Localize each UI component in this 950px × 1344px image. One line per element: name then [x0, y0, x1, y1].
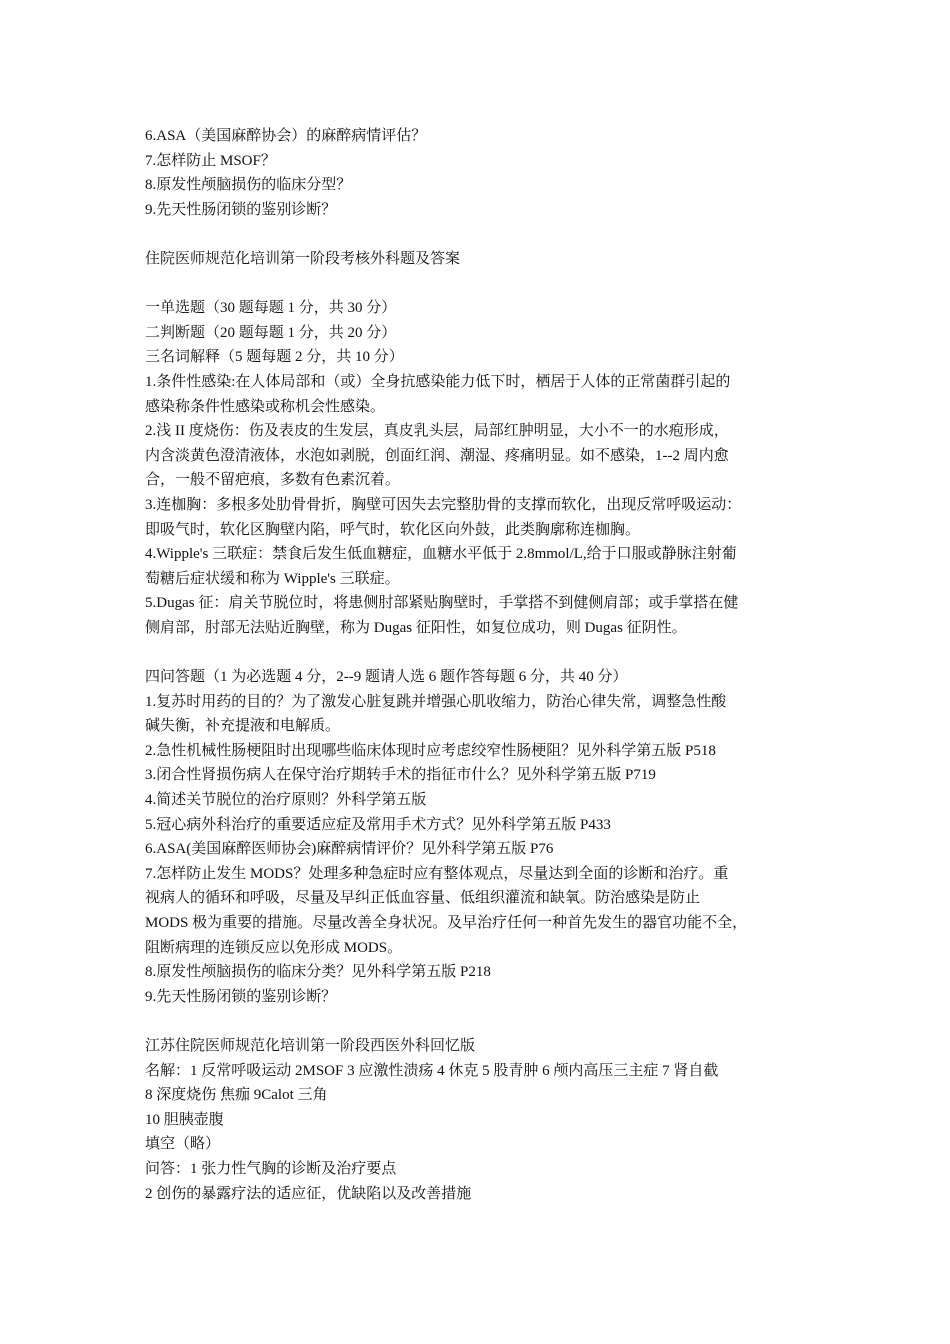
text-line: 4.Wipple's 三联症：禁食后发生低血糖症，血糖水平低于 2.8mmol/L,给于口服或静脉注射葡 [145, 546, 737, 563]
text-line: 2.浅 II 度烧伤：伤及表皮的生发层，真皮乳头层，局部红肿明显，大小不一的水疱形成， [145, 423, 729, 440]
text-line: 1.复苏时用药的目的？为了激发心脏复跳并增强心肌收缩力，防治心律失常，调整急性酸 [145, 693, 727, 710]
text-line: 感染称条件性感染或称机会性感染。 [145, 398, 386, 415]
text-line: 6.ASA（美国麻醉协会）的麻醉病情评估？ [145, 128, 427, 144]
text-line: 9.先天性肠闭锁的鉴别诊断？ [145, 201, 337, 218]
blank-line [145, 222, 825, 247]
text-line: 2 创伤的暴露疗法的适应征，优缺陷以及改善措施 [145, 1185, 472, 1202]
text-line: 9.先天性肠闭锁的鉴别诊断？ [145, 988, 337, 1005]
text-line: 三名词解释（5 题每题 2 分，共 10 分） [145, 349, 404, 366]
text-line: MODS 极为重要的措施。尽量改善全身状况。及早治疗任何一种首先发生的器官功能不全， [145, 915, 748, 931]
document-page [145, 124, 825, 1206]
text-line: 一单选题（30 题每题 1 分，共 30 分） [145, 300, 397, 317]
text-line: 10 胆胰壶腹 [145, 1111, 224, 1128]
text-line: 侧肩部，肘部无法贴近胸壁，称为 Dugas 征阳性，如复位成功，则 Dugas 征阴性。 [145, 619, 687, 636]
text-line: 碱失衡，补充提液和电解质。 [145, 718, 341, 735]
blank-line [145, 640, 825, 665]
section-title: 住院医师规范化培训第一阶段考核外科题及答案 [145, 250, 461, 267]
text-line: 3.连枷胸：多根多处肋骨骨折，胸壁可因失去完整肋骨的支撑而软化，出现反常呼吸运动： [145, 496, 742, 513]
blank-line [145, 272, 825, 297]
text-line: 2.急性机械性肠梗阻时出现哪些临床体现时应考虑绞窄性肠梗阻？见外科学第五版 P518 [145, 742, 716, 759]
section-title: 江苏住院医师规范化培训第一阶段西医外科回忆版 [145, 1037, 476, 1054]
text-line: 7.怎样防止 MSOF？ [145, 152, 276, 169]
text-line: 视病人的循环和呼吸，尽量及早纠正低血容量、低组织灌流和缺氧。防治感染是防止 [145, 890, 701, 907]
text-line: 7.怎样防止发生 MODS？处理多种急症时应有整体观点，尽量达到全面的诊断和治疗。重 [145, 865, 729, 882]
text-line: 1.条件性感染:在人体局部和（或）全身抗感染能力低下时，栖居于人体的正常菌群引起的 [145, 373, 731, 390]
text-line: 合，一般不留疤痕，多数有色素沉着。 [145, 472, 401, 489]
text-line: 即吸气时，软化区胸壁内陷，呼气时，软化区向外鼓，此类胸廓称连枷胸。 [145, 521, 641, 538]
text-line: 4.简述关节脱位的治疗原则？外科学第五版 [145, 792, 427, 809]
text-line: 萄糖后症状缓和称为 Wipple's 三联症。 [145, 570, 400, 587]
text-line: 8.原发性颅脑损伤的临床分类？见外科学第五版 P218 [145, 964, 491, 981]
text-line: 8 深度烧伤 焦痂 9Calot 三角 [145, 1087, 328, 1104]
section-heading: 四问答题（1 为必选题 4 分，2--9 题请人选 6 题作答每题 6 分，共 40 分） [145, 669, 628, 686]
text-line: 填空（略） [145, 1136, 221, 1153]
text-line: 名解：1 反常呼吸运动 2MSOF 3 应激性溃疡 4 休克 5 股青肿 6 颅内高压三主症 7 肾自截 [145, 1062, 719, 1079]
text-line: 5.冠心病外科治疗的重要适应症及常用手术方式？见外科学第五版 P433 [145, 816, 611, 833]
text-line: 二判断题（20 题每题 1 分，共 20 分） [145, 324, 397, 341]
text-line: 内含淡黄色澄清液体，水泡如剥脱，创面红润、潮湿、疼痛明显。如不感染，1--2 周内愈 [145, 447, 729, 464]
blank-line [145, 1009, 825, 1034]
text-line: 问答：1 张力性气胸的诊断及治疗要点 [145, 1160, 397, 1177]
text-line: 6.ASA(美国麻醉医师协会)麻醉病情评价？见外科学第五版 P76 [145, 841, 554, 858]
text-line: 阻断病理的连锁反应以免形成 MODS。 [145, 939, 403, 956]
text-line: 8.原发性颅脑损伤的临床分型？ [145, 177, 352, 194]
text-line: 3.闭合性肾损伤病人在保守治疗期转手术的指征市什么？见外科学第五版 P719 [145, 767, 656, 784]
text-line: 5.Dugas 征：肩关节脱位时，将患侧肘部紧贴胸壁时，手掌搭不到健侧肩部；或手掌搭在健 [145, 595, 739, 612]
